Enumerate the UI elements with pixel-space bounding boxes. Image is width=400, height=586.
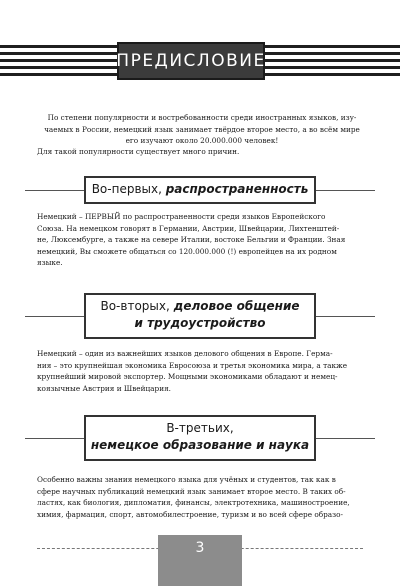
intro-line: Для такой популярности существует много причин. bbox=[37, 147, 240, 156]
text-line: не, Люксембурге, а также на севере Италии, востоке Бельгии и Франции. Зная bbox=[37, 235, 346, 244]
section-3-text bbox=[37, 474, 367, 520]
intro-line: чаемых в России, немецкий язык занимает твёрдое второе место, а во всём мире bbox=[44, 124, 360, 134]
text-line: Особенно важны знания немецкого языка для учёных и студентов, так как в bbox=[37, 475, 336, 484]
text-line: крупнейший мировой экспортер. Мощными экономиками обладают и немец- bbox=[37, 372, 338, 381]
page-number: 3 bbox=[195, 540, 205, 556]
text-line: ния – это крупнейшая экономика Евросоюза и третья экономика мира, а также bbox=[37, 360, 348, 370]
section-heading-plain: Во-вторых, bbox=[100, 299, 174, 313]
section-1-text bbox=[37, 211, 367, 269]
intro-paragraph-2 bbox=[37, 146, 367, 158]
page-title: ПРЕДИСЛОВИЕ bbox=[116, 51, 266, 71]
intro-line: его изучают около 20.000.000 человек! bbox=[125, 136, 279, 145]
section-heading-bold: немецкое образование и наука bbox=[90, 438, 310, 452]
section-heading-1 bbox=[84, 176, 316, 204]
section-heading-plain: В-третьих, bbox=[166, 421, 234, 435]
page-number-tab bbox=[158, 535, 242, 586]
text-line: языке. bbox=[37, 258, 63, 267]
section-2-text bbox=[37, 348, 367, 394]
intro-line: По степени популярности и востребованности среди иностранных языков, изу- bbox=[47, 113, 357, 122]
section-heading-3 bbox=[84, 415, 316, 461]
section-heading-bold: деловое общение bbox=[173, 299, 300, 313]
intro-paragraph bbox=[37, 112, 367, 147]
text-line: немецкий, Вы сможете общаться со 120.000.000 (!) европейцев на их родном bbox=[37, 246, 337, 256]
text-line: ластях, как биология, дипломатия, финансы, электротехника, машиностроение, bbox=[37, 498, 350, 507]
section-heading-bold: и трудоустройство bbox=[134, 316, 266, 330]
text-line: сфере научных публикаций немецкий язык занимает второе место. В таких об- bbox=[37, 486, 346, 496]
section-heading-2 bbox=[84, 293, 316, 339]
text-line: Союза. На немецком говорят в Германии, Австрии, Швейцарии, Лихтенштей- bbox=[37, 223, 340, 233]
text-line: коязычные Австрия и Швейцария. bbox=[37, 383, 171, 393]
page-title-box bbox=[117, 42, 265, 80]
section-heading-plain: Во-первых, bbox=[91, 182, 166, 196]
text-line: Немецкий – один из важнейших языков делового общения в Европе. Герма- bbox=[37, 349, 333, 358]
text-line: Немецкий – ПЕРВЫЙ по распространенности среди языков Европейского bbox=[37, 212, 326, 221]
section-heading-bold: распространенность bbox=[165, 182, 309, 196]
text-line: химия, фармация, спорт, автомобилестроение, туризм и во всей сфере образо- bbox=[37, 509, 343, 519]
